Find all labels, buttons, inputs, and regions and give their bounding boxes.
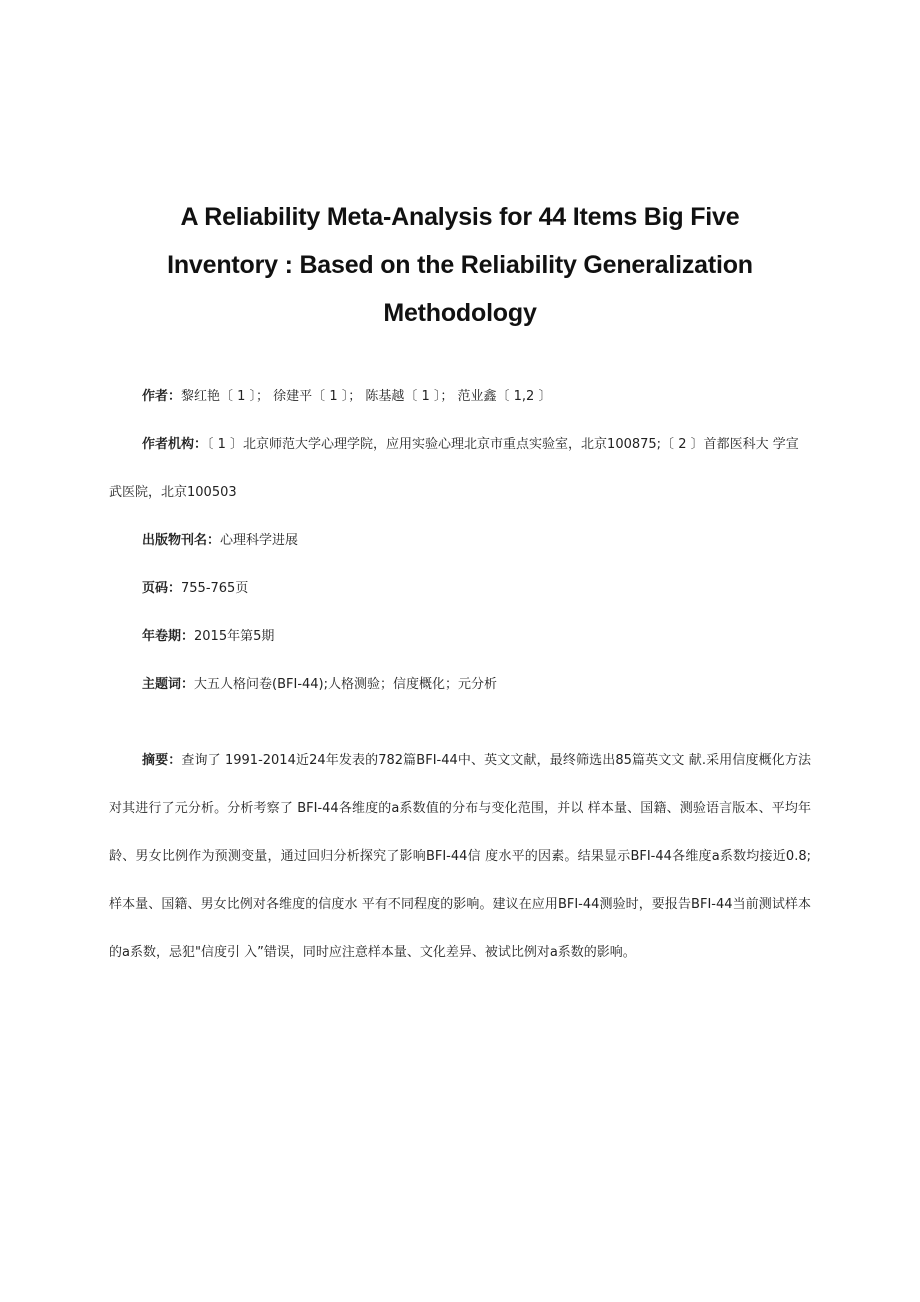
authors-label: 作者： [142, 389, 182, 404]
authors-value: 黎红艳〔 1 〕； 徐建平〔 1 〕； 陈基越〔 1 〕； 范业鑫〔 1,2 〕 [181, 389, 552, 404]
paper-title [110, 193, 810, 337]
keywords-row [109, 661, 811, 709]
issue-row [109, 613, 811, 661]
issue-value: 2015年第5期 [194, 629, 275, 644]
keywords-label: 主题词： [142, 677, 195, 692]
abstract-text: 查询了 1991-2014近24年发表的782篇BFI-44中、英文文献，最终筛选出85篇英文文 献.采用信度概化方法对其进行了元分析。分析考察了 BFI-44各维度的a系数值的分布与变化范围，并以 样本量、国籍、测验语言版本、平均年龄、男女比例作为预测变量，通过回归分析探究了影响BFI-44信 度水平的因素。结果显示BFI-44各维度a系数均接近0.8;样本量、国籍、男女比例对各维度的信度水 平有不同程度的影响。建议在应用BFI-44测验时，要报告BFI-44当前测试样本的a系数，忌犯"信度引 入”错误，同时应注意样本量、文化差异、被试比例对a系数的影响。 [109, 753, 811, 960]
affiliation-label: 作者机构： [142, 437, 208, 452]
journal-label: 出版物刊名： [142, 533, 221, 548]
title-line-3: Methodology [383, 299, 537, 327]
pages-row [109, 565, 811, 613]
title-line-2: Inventory : Based on the Reliability Generalization [167, 251, 753, 279]
keywords-value: 大五人格问卷(BFI-44);人格测验；信度概化；元分析 [194, 677, 498, 692]
abstract-label: 摘要： [142, 753, 182, 768]
authors-row [109, 373, 811, 421]
issue-label: 年卷期： [142, 629, 195, 644]
pages-value: 755-765页 [181, 581, 249, 596]
affiliation-value: 〔 1 〕北京师范大学心理学院，应用实验心理北京市重点实验室，北京100875;〔 2 〕首都医科大 学宣武医院，北京100503 [109, 437, 799, 500]
title-line-1: A Reliability Meta-Analysis for 44 Items Big Five [180, 203, 740, 231]
abstract-paragraph [109, 737, 811, 977]
affiliation-row [109, 421, 811, 517]
pages-label: 页码： [142, 581, 182, 596]
journal-row [109, 517, 811, 565]
journal-value: 心理科学进展 [220, 533, 299, 548]
